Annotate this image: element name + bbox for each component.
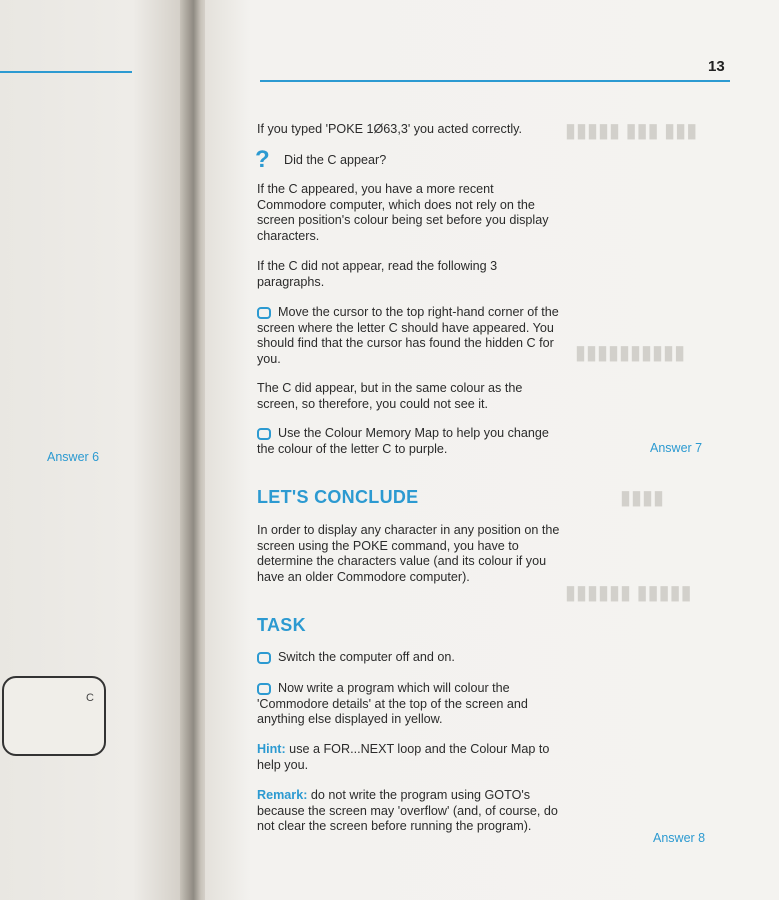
header-rule — [260, 80, 730, 82]
checkbox-text: Move the cursor to the top right-hand corner of the screen where the letter C should have appeared. You should find that the cursor has found the hidden C for you. — [257, 305, 559, 366]
section-heading-conclude: LET'S CONCLUDE — [257, 487, 419, 507]
page-number: 13 — [708, 58, 725, 75]
monitor-character: C — [86, 692, 94, 704]
section-heading-task: TASK — [257, 615, 306, 635]
answer-8-label: Answer 8 — [653, 831, 706, 845]
checkbox-item — [257, 426, 562, 457]
hint-paragraph — [257, 742, 562, 773]
answer-7-label: Answer 7 — [650, 441, 703, 455]
checkbox-icon — [257, 307, 271, 319]
checkbox-icon — [257, 428, 271, 440]
show-through: ▮▮▮▮▮▮▮▮▮▮ — [575, 342, 686, 364]
conclude-text: In order to display any character in any position on the screen using the POKE command, you have to determine the characters value (and its colour if you have an older Commodore computer). — [257, 523, 560, 584]
checkbox-item — [257, 681, 562, 728]
checkbox-item — [257, 305, 562, 367]
checkbox-item — [257, 650, 562, 666]
paragraph: The C did appear, but in the same colour as the screen, so therefore, you could not see it. — [257, 381, 523, 411]
remark-paragraph — [257, 788, 562, 835]
left-page — [0, 0, 190, 900]
checkbox-text: Use the Colour Memory Map to help you change the colour of the letter C to purple. — [257, 426, 549, 456]
show-through: ▮▮▮▮ — [620, 487, 665, 509]
checkbox-icon — [257, 652, 271, 664]
paragraph: If the C appeared, you have a more recent Commodore computer, which does not rely on the screen position's colour being set before you display characters. — [257, 182, 549, 243]
show-through: ▮▮▮▮▮ ▮▮▮▮▮▮ — [565, 582, 692, 604]
checkbox-text: Now write a program which will colour the 'Commodore details' at the top of the screen and anything else displayed in yellow. — [257, 681, 528, 726]
intro-line: If you typed 'POKE 1Ø63,3' you acted correctly. — [257, 122, 522, 136]
paragraph: If the C did not appear, read the following 3 paragraphs. — [257, 259, 498, 289]
monitor-illustration — [2, 676, 106, 756]
left-rule — [0, 71, 132, 73]
hint-text: use a FOR...NEXT loop and the Colour Map to help you. — [257, 742, 550, 772]
question-text: Did the C appear? — [284, 153, 387, 167]
question-icon: ? — [255, 146, 270, 173]
answer-6-label: Answer 6 — [47, 450, 100, 464]
hint-label: Hint: — [257, 742, 286, 756]
remark-label: Remark: — [257, 788, 308, 802]
checkbox-icon — [257, 683, 271, 695]
checkbox-text: Switch the computer off and on. — [278, 650, 455, 664]
remark-text: do not write the program using GOTO's because the screen may 'overflow' (and, of course, do not clear the screen before running the program). — [257, 788, 558, 833]
show-through: ▮▮▮ ▮▮▮ ▮▮▮▮▮ — [565, 120, 698, 142]
